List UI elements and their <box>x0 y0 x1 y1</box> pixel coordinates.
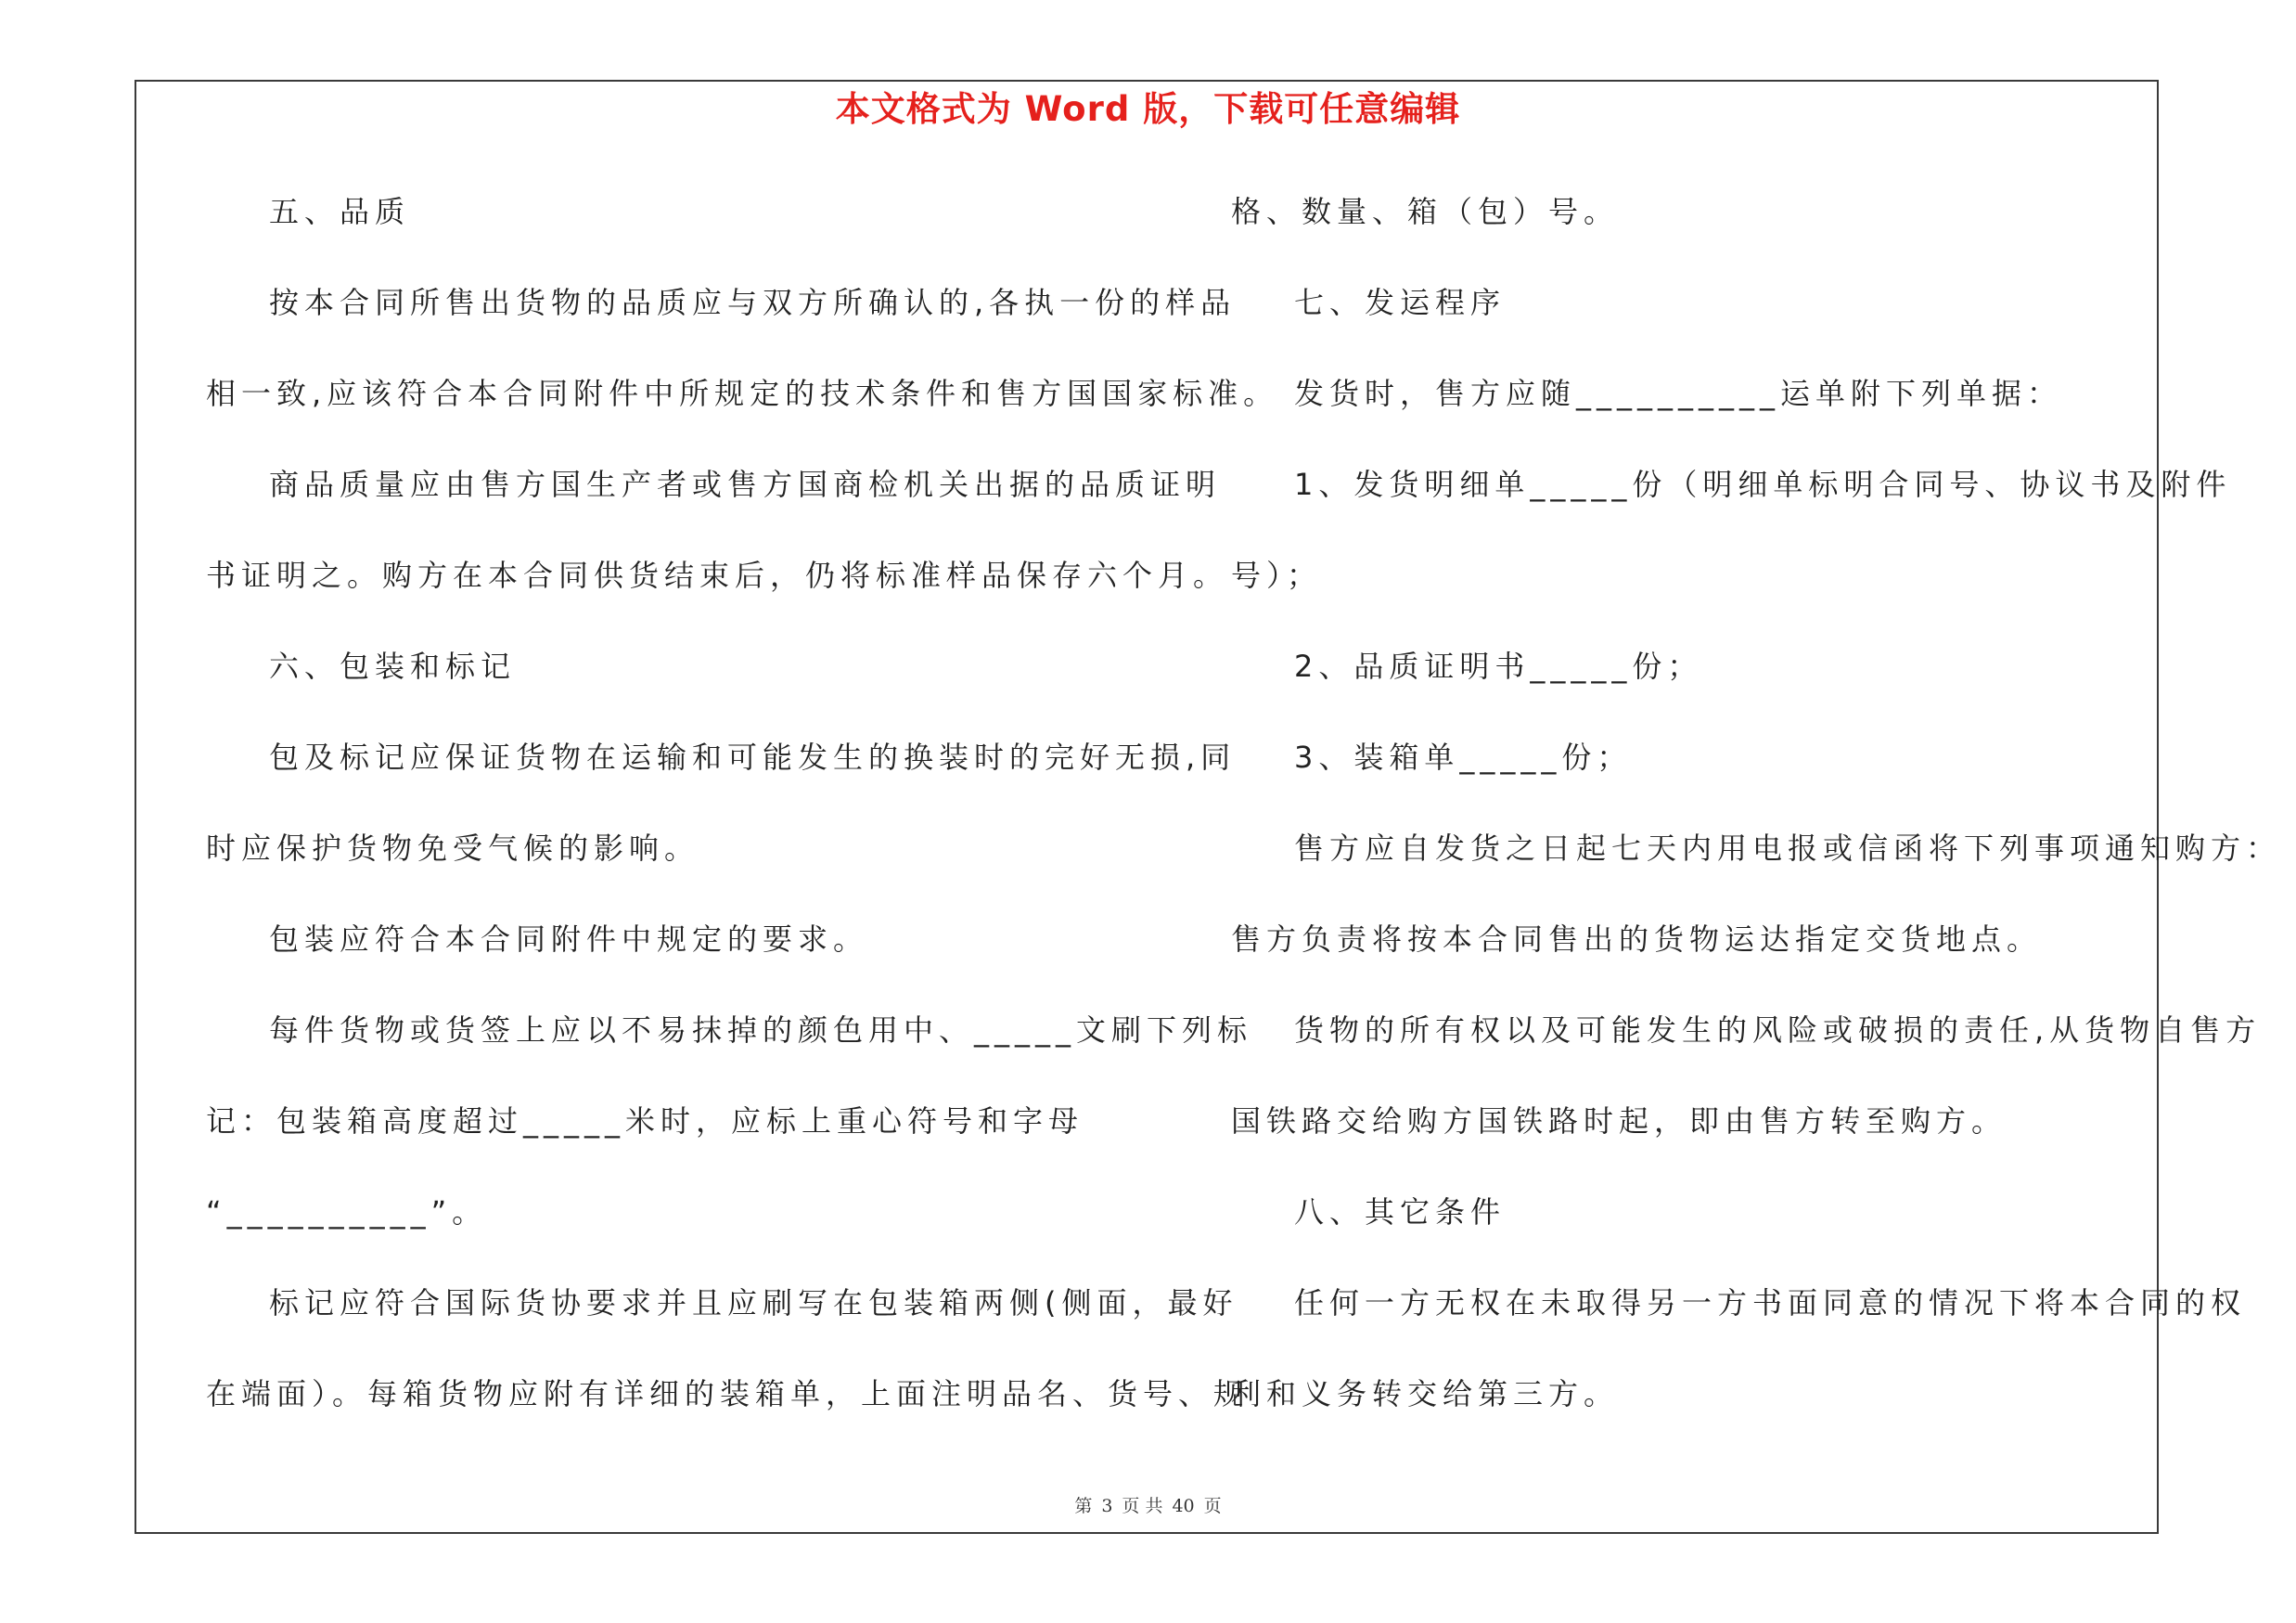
paragraph-line: 包及标记应保证货物在运输和可能发生的换装时的完好无损,同 <box>269 740 1237 775</box>
page-number-footer <box>0 1492 2296 1520</box>
paragraph-line: 时应保护货物免受气候的影响。 <box>206 831 700 866</box>
paragraph-line: 售方负责将按本合同售出的货物运达指定交货地点。 <box>1231 921 2043 957</box>
paragraph-line: 商品质量应由售方国生产者或售方国商检机关出据的品质证明 <box>269 467 1222 502</box>
left-column <box>206 181 1279 1454</box>
footer-middle: 页 共 <box>1122 1496 1163 1516</box>
paragraph-line: 按本合同所售出货物的品质应与双方所确认的,各执一份的样品 <box>269 285 1237 320</box>
footer-prefix: 第 <box>1074 1496 1093 1516</box>
format-banner: 本文格式为 Word 版，下载可任意编辑 <box>835 89 1461 129</box>
footer-suffix: 页 <box>1203 1496 1222 1516</box>
paragraph-line: 发货时，售方应随__________运单附下列单据： <box>1294 376 2063 411</box>
paragraph-line: 记：包装箱高度超过_____米时，应标上重心符号和字母 <box>206 1103 1084 1139</box>
paragraph-line: 3、装箱单_____份； <box>1294 740 1633 775</box>
section-heading-packaging: 六、包装和标记 <box>269 649 517 684</box>
right-column <box>1231 181 2282 1454</box>
paragraph-line: 相一致,应该符合本合同附件中所规定的技术条件和售方国国家标准。 <box>206 376 1279 411</box>
paragraph-line: 2、品质证明书_____份； <box>1294 649 1703 684</box>
footer-page: 3 <box>1101 1496 1113 1516</box>
section-heading-quality: 五、品质 <box>269 194 411 229</box>
paragraph-line: 书证明之。购方在本合同供货结束后，仍将标准样品保存六个月。 <box>206 558 1229 593</box>
paragraph-line: 货物的所有权以及可能发生的风险或破损的责任,从货物自售方 <box>1294 1012 2262 1048</box>
paragraph-line: 1、发货明细单_____份（明细单标明合同号、协议书及附件 <box>1294 467 2232 502</box>
paragraph-line: “__________”。 <box>206 1194 488 1230</box>
paragraph-line: 任何一方无权在未取得另一方书面同意的情况下将本合同的权 <box>1294 1285 2247 1320</box>
paragraph-line: 国铁路交给购方国铁路时起，即由售方转至购方。 <box>1231 1103 2007 1139</box>
paragraph-line: 格、数量、箱（包）号。 <box>1231 194 1620 229</box>
section-heading-shipping: 七、发运程序 <box>1294 285 1507 320</box>
paragraph-line: 售方应自发货之日起七天内用电报或信函将下列事项通知购方： <box>1294 831 2282 866</box>
paragraph-line: 标记应符合国际货协要求并且应刷写在包装箱两侧(侧面，最好 <box>269 1285 1238 1320</box>
section-heading-other-terms: 八、其它条件 <box>1294 1194 1507 1230</box>
paragraph-line: 包装应符合本合同附件中规定的要求。 <box>269 921 869 957</box>
paragraph-line: 每件货物或货签上应以不易抹掉的颜色用中、_____文刷下列标 <box>269 1012 1253 1048</box>
paragraph-line: 在端面）。每箱货物应附有详细的装箱单，上面注明品名、货号、规 <box>206 1376 1250 1411</box>
paragraph-line: 利和义务转交给第三方。 <box>1231 1376 1620 1411</box>
footer-total: 40 <box>1172 1496 1195 1516</box>
paragraph-line: 号）； <box>1231 558 1323 593</box>
